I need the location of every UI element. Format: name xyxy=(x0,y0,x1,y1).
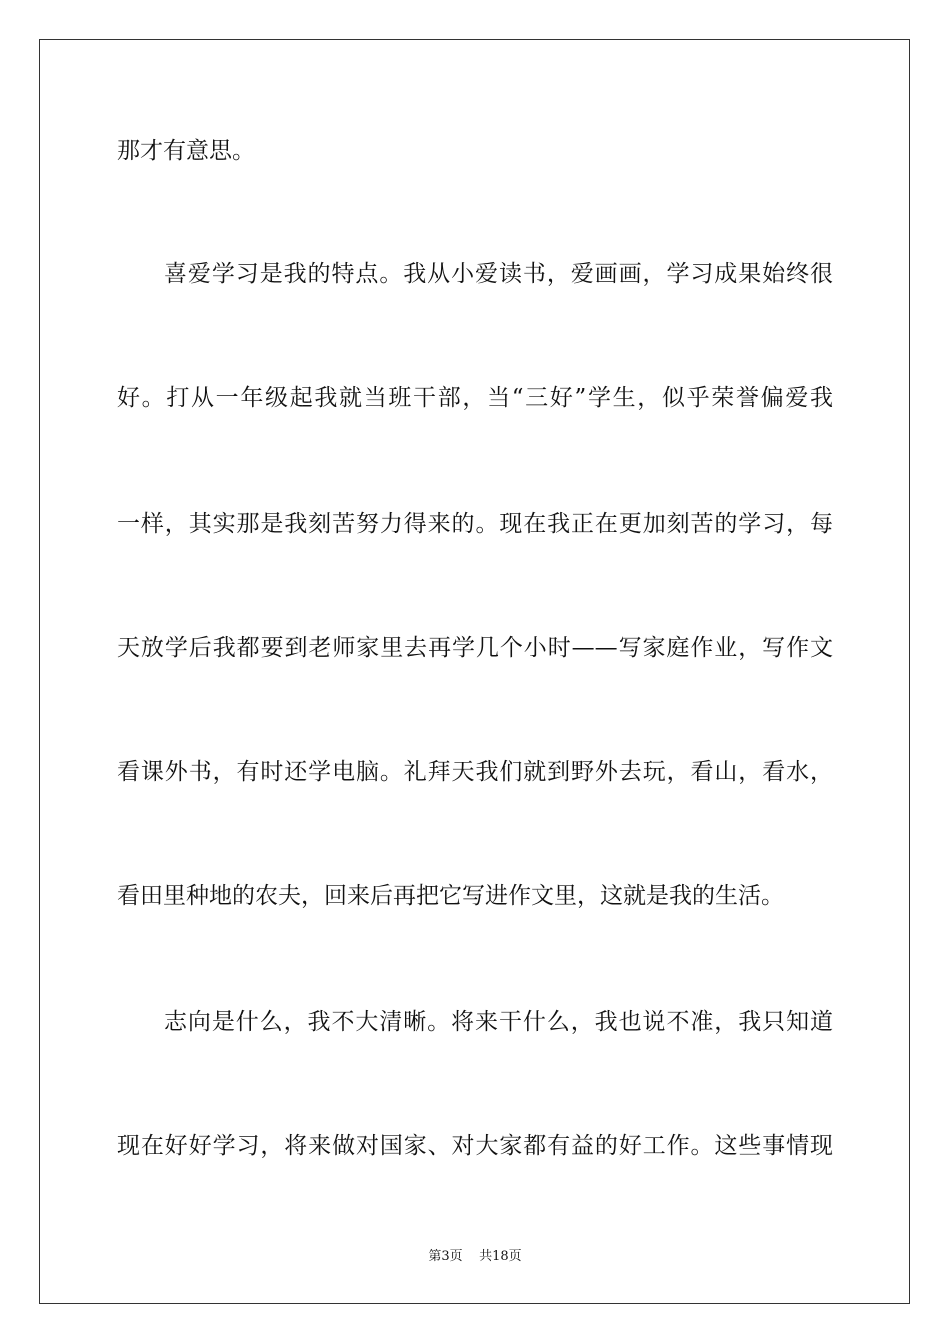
paragraph-first-line: 喜爱学习是我的特点。我从小爱读书，爱画画，学习成果始终很 xyxy=(164,261,833,287)
page-number: 第3页 xyxy=(428,1249,463,1264)
page-footer xyxy=(0,1248,950,1266)
text-line: 那才有意思。 xyxy=(117,138,255,164)
text-line: 现在好好学习，将来做对国家、对大家都有益的好工作。这些事情现 xyxy=(117,1133,833,1159)
text-line: 一样，其实那是我刻苦努力得来的。现在我正在更加刻苦的学习，每 xyxy=(117,511,833,537)
text-line: 看田里种地的农夫，回来后再把它写进作文里，这就是我的生活。 xyxy=(117,883,784,909)
paragraph-first-line: 志向是什么，我不大清晰。将来干什么，我也说不准，我只知道 xyxy=(164,1009,833,1035)
text-line: 看课外书，有时还学电脑。礼拜天我们就到野外去玩，看山，看水， xyxy=(117,759,833,785)
page-total: 共18页 xyxy=(479,1249,522,1264)
text-line: 天放学后我都要到老师家里去再学几个小时——写家庭作业，写作文 xyxy=(117,635,833,661)
text-line: 好。打从一年级起我就当班干部，当“三好”学生，似乎荣誉偏爱我 xyxy=(117,385,833,411)
page-border xyxy=(39,39,910,1304)
